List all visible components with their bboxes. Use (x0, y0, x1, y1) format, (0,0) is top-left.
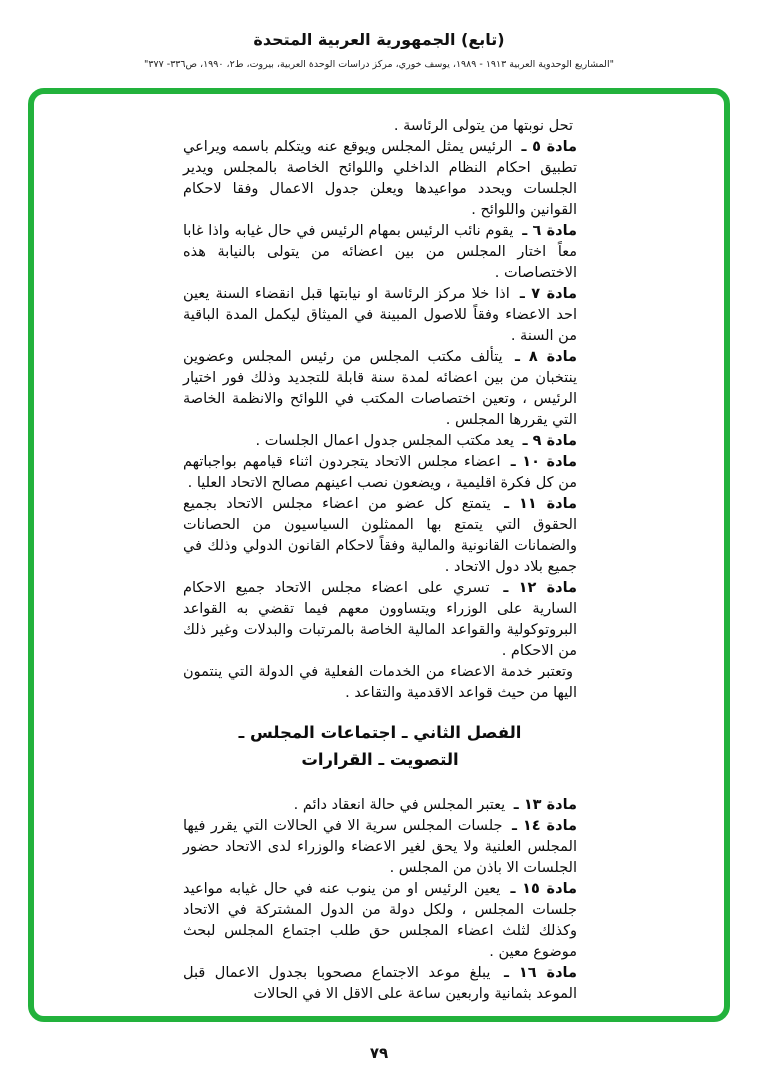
article-label: مادة ١٣ ـ (513, 797, 577, 814)
article-label: مادة ٦ ـ (522, 223, 577, 240)
article-paragraph (183, 347, 577, 431)
article-paragraph (183, 431, 577, 452)
article-label: مادة ٧ ـ (519, 286, 578, 303)
article-label: مادة ٥ ـ (521, 139, 577, 156)
article-text: يتألف مكتب المجلس من رئيس المجلس وعضوين ينتخبان من بين اعضائه لمدة سنة قابلة للتجديد وذلك فور اختيار الرئيس ، وتعين اختصاصات المكتب في اللوائح والانظمة الخاصة التي يقررها المجلس . (183, 349, 577, 429)
text-column (183, 116, 577, 1005)
article-label: مادة ١٥ ـ (510, 881, 577, 898)
page-number: ٧٩ (369, 1044, 389, 1062)
article-paragraph (183, 116, 577, 137)
article-paragraph (183, 963, 577, 1005)
article-text: الرئيس يمثل المجلس ويوقع عنه ويتكلم باسمه ويراعي تطبيق احكام النظام الداخلي واللوائح الخاصة بالمجلس ويدير الجلسات ويحدد مواعيدها ويعلن جدول الاعمال وفقا لاحكام القوانين واللوائح . (183, 139, 577, 219)
article-paragraph (183, 879, 577, 963)
article-text: تسري على اعضاء مجلس الاتحاد جميع الاحكام السارية على الوزراء ويتساوون معهم فيما تقضي به القواعد البروتوكولية والقواعد المالية الخاصة بالمرتبات والبدلات وغير ذلك من الاحكام . (183, 580, 577, 660)
article-text: وتعتبر خدمة الاعضاء من الخدمات الفعلية في الدولة التي ينتمون اليها من حيث قواعد الاقدمية والتقاعد . (183, 664, 577, 702)
article-text: يقوم نائب الرئيس بمهام الرئيس في حال غيابه واذا غابا معاً اختار المجلس من بين اعضائه من يتولى بالنيابة هذه الاختصاصات . (183, 223, 577, 282)
article-label: مادة ١٠ ـ (510, 454, 577, 471)
article-paragraph (183, 795, 577, 816)
article-paragraph (183, 662, 577, 704)
article-text: تحل نوبتها من يتولى الرئاسة . (393, 118, 573, 134)
article-paragraph (183, 284, 577, 347)
section-heading (183, 720, 577, 773)
citation-line: "المشاريع الوحدوية العربية ١٩١٣ - ١٩٨٩، يوسف خوري، مركز دراسات الوحدة العربية، بيروت، ط٢، ١٩٩٠، ص٣٣٦- ٣٧٧" (144, 59, 614, 70)
article-paragraph (183, 816, 577, 879)
article-text: يعين الرئيس او من ينوب عنه في حال غيابه مواعيد جلسات المجلس ، ولكل دولة من الدول المشتركة في الاتحاد وكذلك لثلث اعضاء المجلس حق طلب اجتماع المجلس لبحث موضوع معين . (183, 881, 577, 961)
section-heading-line2: التصويت ـ القرارات (301, 749, 459, 769)
section-heading-line1: الفصل الثاني ـ اجتماعات المجلس ـ (238, 723, 522, 743)
article-paragraph (183, 452, 577, 494)
article-text: اذا خلا مركز الرئاسة او نيابتها قبل انقضاء السنة يعين احد الاعضاء وفقاً للاصول المبينة في الميثاق ليكمل المدة الباقية من السنة . (183, 286, 577, 345)
article-text: اعضاء مجلس الاتحاد يتجردون اثناء قيامهم بواجباتهم من كل فكرة اقليمية ، ويضعون نصب اعينهم مصالح الاتحاد العليا . (183, 454, 577, 492)
article-label: مادة ١١ ـ (504, 496, 577, 513)
article-text: يعد مكتب المجلس جدول اعمال الجلسات . (255, 433, 515, 450)
article-text: يبلغ موعد الاجتماع مصحوبا بجدول الاعمال قبل الموعد بثمانية واربعين ساعة على الاقل الا في الحالات (183, 965, 577, 1003)
article-text: يعتبر المجلس في حالة انعقاد دائم . (293, 797, 506, 814)
page-title: (تابع) الجمهورية العربية المتحدة (253, 30, 505, 49)
article-label: مادة ٨ ـ (515, 349, 577, 366)
article-paragraph (183, 578, 577, 662)
article-label: مادة ١٦ ـ (503, 965, 577, 982)
article-text: جلسات المجلس سرية الا في الحالات التي يقرر فيها المجلس العلنية ولا يحق لغير الاعضاء والوزراء لدى الاتحاد حضور الجلسات الا باذن من المجلس . (183, 818, 577, 877)
article-paragraph (183, 494, 577, 578)
article-text: يتمتع كل عضو من اعضاء مجلس الاتحاد بجميع الحقوق التي يتمتع بها الممثلون السياسيون من الحصانات والضمانات القانونية والمالية وفقاً لاحكام القانون الدولي وذلك في جميع بلاد دول الاتحاد . (183, 496, 577, 576)
article-label: مادة ٩ ـ (522, 433, 577, 450)
article-paragraph (183, 137, 577, 221)
article-label: مادة ١٢ ـ (503, 580, 578, 597)
article-paragraph (183, 221, 577, 284)
article-label: مادة ١٤ ـ (511, 818, 577, 835)
